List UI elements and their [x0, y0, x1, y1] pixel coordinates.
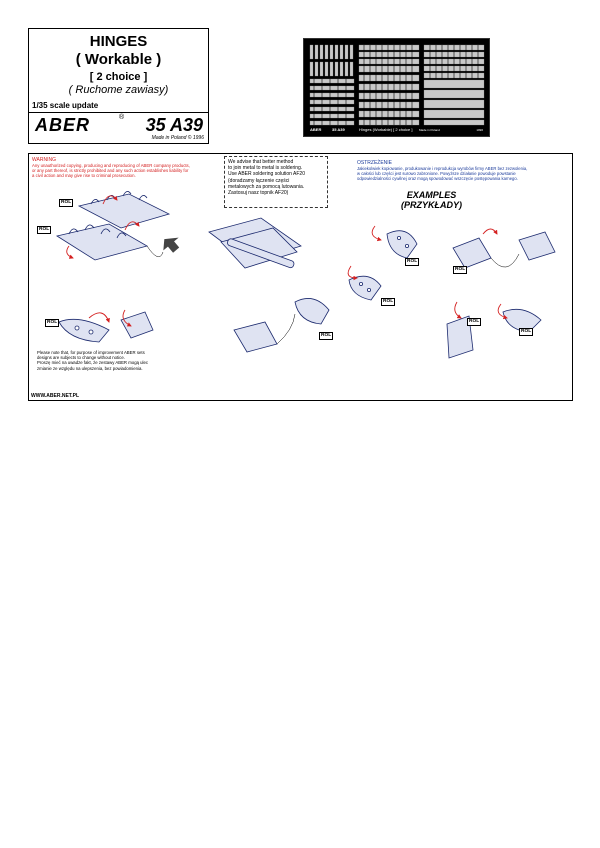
soldering-line: metalowych za pomocą lutowania.: [228, 183, 305, 190]
fret-code: 35 A39: [332, 127, 345, 132]
rol-label: ROL: [469, 319, 480, 324]
soldering-line: to join metal to metal is soldering.: [228, 165, 303, 172]
hinge-leaf-bottom: [57, 224, 147, 260]
warning-line: or any part thereof, is strictly prohibited and any such action establishes liability for: [32, 168, 189, 174]
ostrzezenie-line: Jakiekolwiek kopiowanie, produkowanie i reprodukcja wyrobów firmy ABER bez zezwolenia,: [357, 166, 528, 171]
title-hinges: HINGES: [89, 33, 148, 50]
warning-line: a civil action and may give rise to criminal prosecution.: [32, 173, 136, 179]
instruction-panel: [28, 153, 573, 401]
brand-logo: ABER: [35, 115, 91, 135]
rol-label: ROL: [61, 200, 72, 205]
fret-year: 1996: [476, 128, 483, 132]
title-choice: [ 2 choice ]: [89, 71, 148, 83]
soldering-line: (doradzamy łączenie części: [228, 177, 290, 184]
photo-etch-fret: [303, 38, 490, 137]
rol-label: ROL: [39, 227, 50, 232]
registered-mark: ®: [119, 114, 125, 121]
soldering-line: We advise that better method: [228, 159, 294, 165]
fret-label: [304, 126, 489, 134]
warning-title: WARNING: [32, 157, 56, 163]
fret-title: Hinges (Workable) [ 2 choice ]: [359, 127, 413, 132]
scale-label: 1/35 scale update: [32, 101, 99, 110]
rol-label: ROL: [383, 299, 394, 304]
small-leaf-left: [59, 319, 109, 342]
title-workable: ( Workable ): [75, 51, 162, 68]
bent-leaf: [121, 312, 153, 338]
soldering-line: Zastosuj nasz topnik AF20): [228, 190, 289, 197]
leaf-top-center: [387, 231, 417, 258]
example-plate-a: [453, 238, 491, 268]
rol-label: ROL: [47, 320, 58, 325]
leaf-upper-center: [349, 276, 381, 300]
notice-text: [37, 350, 148, 371]
website-url: WWW.ABER.NET.PL: [31, 393, 80, 399]
direction-arrow: [158, 231, 184, 256]
warning-line: Any unauthorized copying, producing and reproducing of ABER company products,: [32, 163, 190, 168]
rol-label: ROL: [321, 333, 332, 338]
notice-line: zmianie ze względu na ulepszenia, bez powiadomienia.: [37, 365, 143, 371]
examples-label-pl: (PRZYKŁADY): [401, 200, 462, 210]
fret-brand: ABER: [310, 127, 322, 132]
title-polish: ( Ruchome zawiasy): [68, 84, 169, 96]
ostrzezenie-line: odpowiedzialności cywilnej oraz mogą spowodować wszczęcie postępowania karnego.: [357, 176, 518, 182]
notice-line: Please note that, for purpose of improvement ABER sets: [37, 350, 145, 355]
examples-label: EXAMPLES: [406, 190, 457, 200]
fret-made-in: Made in Poland: [419, 128, 440, 132]
plate-center: [234, 322, 277, 352]
soldering-line: Use ABER soldering solution AF20: [228, 171, 305, 178]
title-divider: [29, 112, 208, 113]
hinge-leaf-top: [79, 194, 169, 228]
rol-label: ROL: [455, 267, 466, 272]
title-box: [28, 28, 209, 144]
leaf-center: [295, 298, 329, 324]
rol-label: ROL: [521, 329, 532, 334]
product-code: 35 A39: [145, 115, 203, 135]
made-in-label: Made in Poland © 1996: [151, 135, 204, 141]
ostrzezenie-title: OSTRZEŻENIE: [357, 160, 393, 166]
fret-parts-drawing: [304, 39, 491, 138]
notice-line: designs are subjects to change without notice.: [37, 355, 125, 361]
ostrzezenie-line: w całości lub części jest surowo zabronione. Powyższe działanie powoduje powstanie: [357, 171, 516, 177]
example-plate-b: [519, 232, 555, 260]
notice-line: Proszę mieć na uwadze fakt, że zestawy ABER mogą ulec: [37, 360, 149, 366]
rol-label: ROL: [407, 259, 418, 264]
